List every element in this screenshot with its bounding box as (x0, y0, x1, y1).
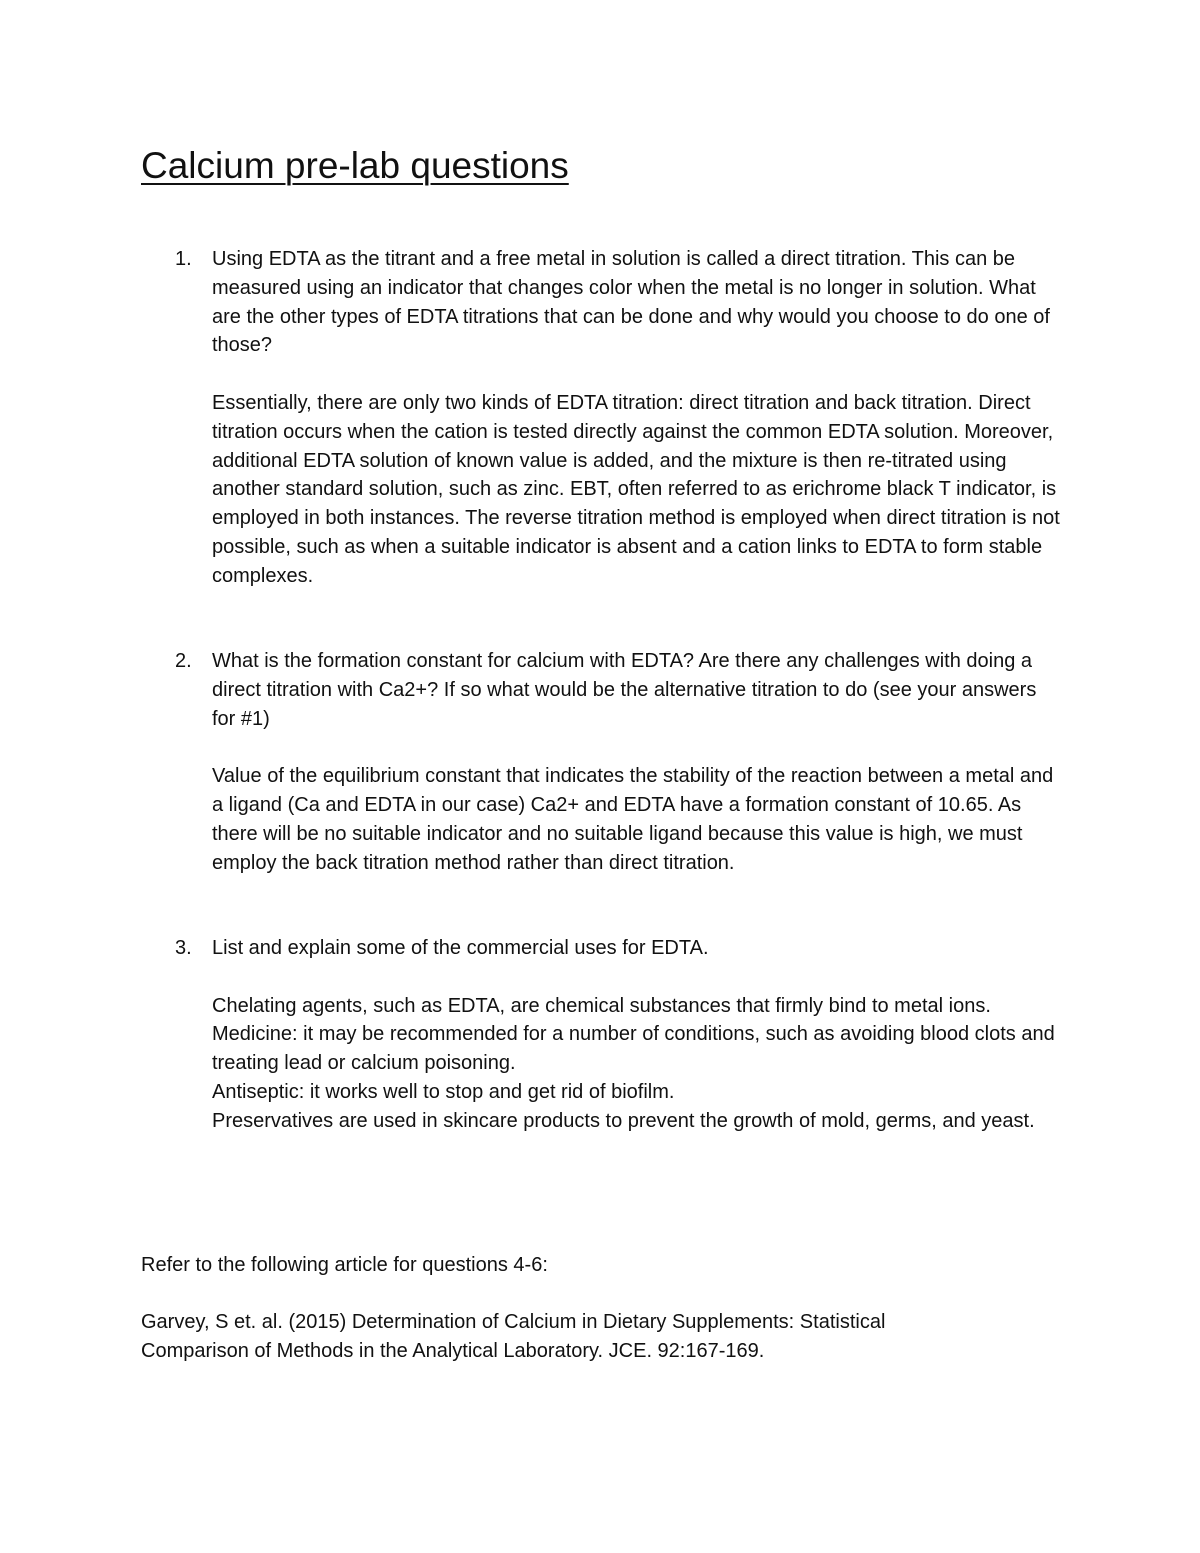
question-number: 1. (175, 248, 192, 270)
answer-line: Chelating agents, such as EDTA, are chemical substances that firmly bind to metal ions. (212, 994, 991, 1017)
question-block-1 (141, 245, 1061, 591)
answer-text: Value of the equilibrium constant that indicates the stability of the reaction between a metal and a ligand (Ca and EDTA in our case) Ca2+ and EDTA have a formation constant of 10.65. As there will be no suitable indicator and no suitable ligand because this value is high, we must employ the back titration method rather than direct titration. (212, 765, 1054, 874)
page-title: Calcium pre-lab questions (141, 145, 569, 186)
article-citation: Garvey, S et. al. (2015) Determination of Calcium in Dietary Supplements: Statistical Comparison of Methods in the Analytical Laboratory. JCE. 92:167-169. (141, 1311, 886, 1362)
question-number: 3. (175, 937, 192, 959)
answer-line: Preservatives are used in skincare products to prevent the growth of mold, germs, and yeast. (212, 1109, 1035, 1132)
question-text: What is the formation constant for calcium with EDTA? Are there any challenges with doing a direct titration with Ca2+? If so what would be the alternative titration to do (see your answers for #1) (212, 650, 1037, 730)
question-block-2 (141, 647, 1061, 877)
answer-line: Medicine: it may be recommended for a number of conditions, such as avoiding blood clots and treating lead or calcium poisoning. (212, 1023, 1055, 1075)
answer-text: Essentially, there are only two kinds of EDTA titration: direct titration and back titration. Direct titration occurs when the cation is tested directly against the common EDTA solution. Moreover, additional EDTA solution of known value is added, and the mixture is then re-titrated using another standard solution, such as zinc. EBT, often referred to as erichrome black T indicator, is employed in both instances. The reverse titration method is employed when direct titration is not possible, such as when a suitable indicator is absent and a cation links to EDTA to form stable complexes. (212, 391, 1060, 587)
question-text: Using EDTA as the titrant and a free metal in solution is called a direct titration. This can be measured using an indicator that changes color when the metal is no longer in solution. What are the other types of EDTA titrations that can be done and why would you choose to do one of those? (212, 248, 1050, 357)
refer-instruction: Refer to the following article for questions 4-6: (141, 1254, 548, 1276)
answer-line: Antiseptic: it works well to stop and get rid of biofilm. (212, 1080, 675, 1103)
question-text: List and explain some of the commercial uses for EDTA. (212, 937, 709, 959)
question-number: 2. (175, 650, 192, 672)
question-block-3 (141, 934, 1061, 1136)
answer-text (212, 992, 1062, 1136)
